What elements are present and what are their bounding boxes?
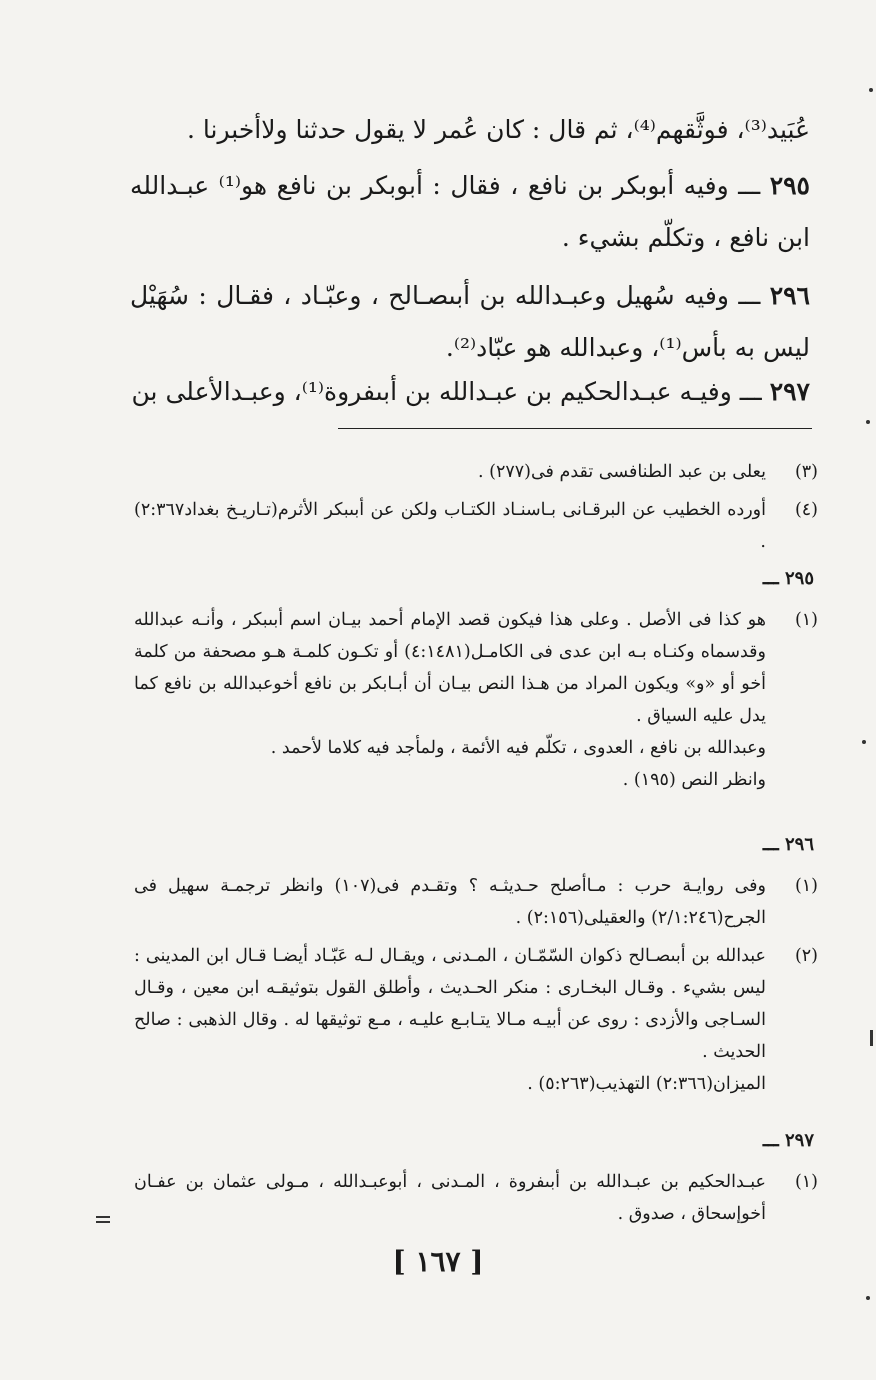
section-heading-297: ٢٩٧ ـــ [762, 1130, 814, 1151]
footnote-4 [134, 494, 818, 558]
footnote-3-marker: (٣) [794, 462, 818, 482]
footnote-3-text: يعلى بن عبد الطنافسى تقدم فى(٢٧٧) . [477, 462, 766, 482]
scan-speck [862, 740, 866, 744]
scan-speck [866, 420, 870, 424]
footnote-295-1-marker: (١) [794, 610, 818, 630]
paragraph-295-number: ٢٩٥ [769, 171, 810, 200]
margin-mark [96, 1221, 110, 1223]
footnote-296-1-text: وفى روايـة حرب : مـاأصلح حـديثـه ؟ وتقـدم فى(١٠٧) وانظر ترجمـة سهيل فى الجرح(٢/١:٢٤٦) والعقيلى(٢:١٥٦) . [134, 876, 767, 928]
scan-speck [866, 1296, 870, 1300]
footnote-297-1-marker: (١) [794, 1172, 818, 1192]
paragraph-296 [130, 270, 810, 374]
footnote-296-2 [134, 940, 818, 1100]
footnote-4-marker: (٤) [794, 500, 818, 520]
paragraph-297 [130, 366, 810, 418]
footnote-296-2-text: عبدالله بن أبىصـالح ذكوان السّمّـان ، المـدنى ، ويقـال لـه عَبّـاد أيضـا قـال ابن المدينى : ليس بشيء . وقـال البخـارى : منكر الحـديث ، وأطلق القول بتوثيقـه ابن معين ، وقـال السـاجى والأزدى : روى عن أبيـه مـالا يتـابـع عليـه ، مـع توثيقها له . وقال الذهبى : صالح الحديث . [134, 946, 766, 1062]
paragraph-297-text: ـــ وفيـه عبـدالحكيم بن عبـدالله بن أبىفروة⁽¹⁾، وعبـدالأعلى بن [131, 377, 770, 406]
margin-mark [96, 1216, 110, 1218]
footnote-296-1 [134, 870, 818, 934]
paragraph-296-text: ـــ وفيه سُهيل وعبـدالله بن أبىصـالح ، وعبّـاد ، فقـال : سُهَيْل ليس به بأس⁽¹⁾، وعبدالله هو عبّاد⁽²⁾. [130, 281, 810, 362]
footnote-295-1-line2: وعبدالله بن نافع ، العدوى ، تكلّم فيه الأئمة ، ولمأجد فيه كلاما لأحمد . [270, 738, 766, 758]
footnote-3 [134, 456, 818, 488]
footnote-296-1-marker: (١) [794, 876, 818, 896]
footnote-295-1-text: هو كذا فى الأصل . وعلى هذا فيكون قصد الإمام أحمد بيـان اسم أبىبكر ، وأنـه عبدالله وقدسماه وكنـاه بـه ابن عدى فى الكامـل(٤:١٤٨١) أو تكـون كلمـة هـو مصحفة من كلمة أخو أو «و» ويكون المراد من هـذا النص بيـان أن أبـابكر بن نافع أخوعبدالله بن نافع كما يدل عليه السياق . [134, 610, 766, 726]
page-number: [ ١٦٧ ] [392, 1245, 484, 1278]
footnote-297-1-text: عبـدالحكيم بن عبـدالله بن أبىفروة ، المـدنى ، أبوعبـدالله ، مـولى عثمان بن عفـان أخوإسحاق ، صدوق . [134, 1172, 766, 1224]
footnote-4-text: أورده الخطيب عن البرقـانى بـاسنـاد الكتـاب ولكن عن أبىبكر الأثرم(تـاريـخ بغداد٢:٣٦٧) . [134, 500, 766, 552]
section-heading-296: ٢٩٦ ـــ [762, 834, 814, 855]
paragraph-297-number: ٢٩٧ [769, 377, 810, 406]
footnote-297-1 [134, 1166, 818, 1230]
section-heading-295: ٢٩٥ ـــ [762, 568, 814, 589]
footnote-separator-rule [338, 428, 812, 429]
footnote-295-1-line3: وانظر النص (١٩٥) . [622, 770, 766, 790]
scan-speck [869, 88, 873, 92]
paragraph-295 [130, 160, 810, 264]
main-line-1-text: عُبَيد⁽³⁾، فوثَّقهم⁽⁴⁾، ثم قال : كان عُمر لا يقول حدثنا ولاأخبرنا . [187, 115, 810, 144]
paragraph-296-number: ٢٩٦ [769, 281, 810, 310]
footnote-295-1 [134, 604, 818, 796]
footnote-296-2-line2: الميزان(٢:٣٦٦) التهذيب(٥:٢٦٣) . [527, 1074, 766, 1094]
paragraph-295-text: ـــ وفيه أبوبكر بن نافع ، فقال : أبوبكر بن نافع هو⁽¹⁾ عبـدالله ابن نافع ، وتكلّم بشيء . [130, 171, 810, 252]
footnote-296-2-marker: (٢) [794, 946, 818, 966]
scan-speck [870, 1030, 873, 1046]
main-line-1 [130, 104, 810, 156]
